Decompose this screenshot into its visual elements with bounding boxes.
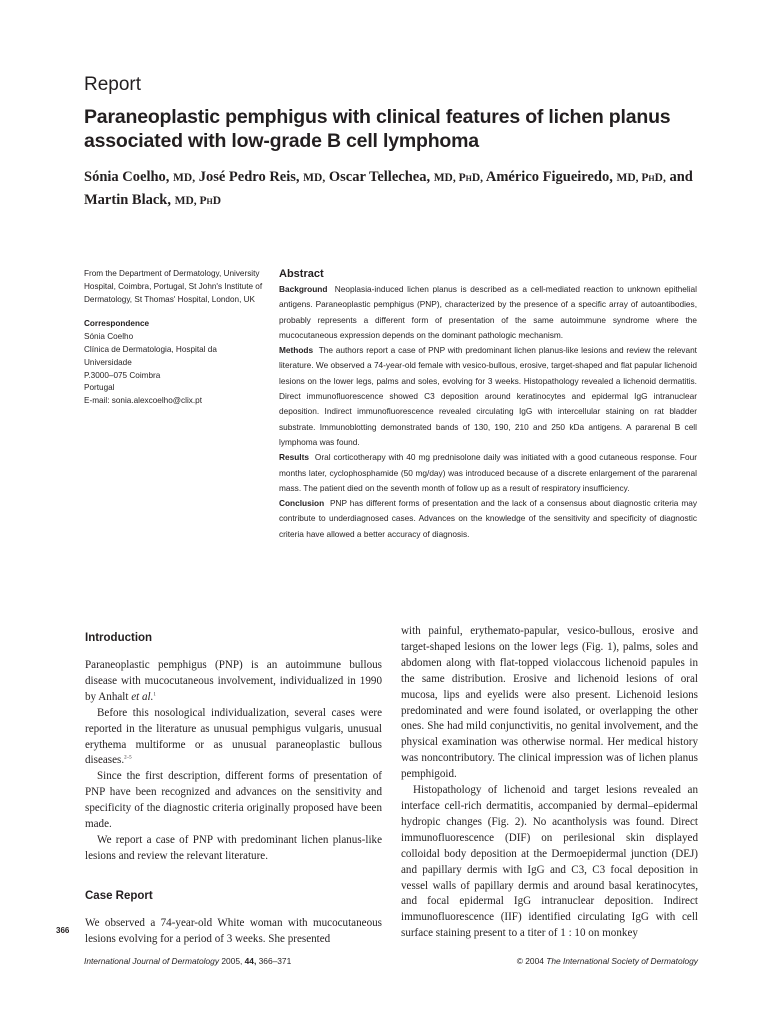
abstract-heading: Abstract [279,268,324,280]
author-degree: MD, PhD, [616,172,666,184]
journal-name: International Journal of Dermatology [84,956,220,966]
journal-year: 2005, [221,956,243,966]
case-report-heading: Case Report [85,889,153,902]
abstract-text: Oral corticotherapy with 40 mg prednisolone daily was initiated with a good cutaneous response. Four months later, cyclophosphamide (50 mg/day) was introduced because of a discrete enlargement of the pararenal mass. The patient died on the seventh month of follow up as a result of respiratory insufficiency. [279,452,697,493]
copyright-holder: The International Society of Dermatology [546,956,698,966]
article-title: Paraneoplastic pemphigus with clinical features of lichen planus associated with low-grade B cell lymphoma [84,106,671,152]
abstract-background [279,282,697,343]
journal-pages: 366–371 [258,956,292,966]
affiliation-text: From the Department of Dermatology, University Hospital, Coimbra, Portugal, St John's Institute of Dermatology, St Thomas' Hospital, London, UK [84,269,263,304]
abstract-label: Background [279,284,328,294]
abstract-label: Conclusion [279,498,325,509]
journal-volume: 44, [244,956,257,966]
introduction-heading: Introduction [85,632,153,644]
correspondence-heading: Correspondence [84,319,150,329]
correspondence-line: Portugal [84,383,115,393]
abstract-methods [279,343,697,450]
paragraph: Since the first description, different forms of presentation of PNP have been recognized and advances on the sensitivity and specificity of the diagnostic criteria originally proposed have been made. [85,770,382,831]
section-label: Report [84,74,142,95]
journal-citation [84,956,291,966]
author-name: and Martin Black, [84,169,693,208]
paragraph-text: Before this nosological individualization, several cases were reported in the literature as unusual pemphigus vulgaris, unusual erythema multiforme or as unusual paraneoplastic bullous diseases. [85,706,382,767]
author-name: José Pedro Reis, [198,169,300,185]
paragraph [85,658,382,706]
abstract-text: The authors report a case of PNP with predominant lichen planus-like lesions and review the relevant literature. We observed a 74-year-old female with vesico-bullous, erosive, target-shaped and flat papular lichenoid lesions on the lower legs, palms and soles, evolving for 3 weeks. Histopathology revealed a lichenoid dermatitis. Direct immunofluorescence showed C3 deposition around keratinocytes and epidermal IgG intranuclear deposition. Indirect immunofluorescence revealed circulating IgG with intercellular staining on rat bladder substrate. Immunoblotting demonstrated bands of 130, 190, 210 and 250 kDa antigens. A pararenal B cell lymphoma was found. [279,345,697,447]
page-number: 366 [56,926,70,935]
copyright [517,956,698,966]
body-column-right [401,624,698,942]
author-degree: MD, [173,172,196,184]
author-degree: MD, [303,172,326,184]
paragraph-text: Paraneoplastic pemphigus (PNP) is an autoimmune bullous disease with mucocutaneous involvement, individualized in 1990 by Anhalt [85,659,382,703]
paragraph: We observed a 74-year-old White woman with mucocutaneous lesions evolving for a period of 3 weeks. She presented [85,916,382,945]
author-degree: MD, PhD [174,195,222,207]
body-column-left [85,627,382,948]
paragraph: with painful, erythemato-papular, vesico-bullous, erosive and target-shaped lesions on the lower legs (Fig. 1), palms, soles and abdomen along with flat-topped violaccous lichenoid papules in the same distribution. Erosive and lichenoid lesions of oral mucosa, lips and eyelids were also present. Lichenoid lesions predominated and were found isolated, or overlapping the other ones. She had mild conjunctivitis, no genital involvement, and the physical examination was otherwise normal. Her medical history was noncontributory. The clinical impression was of lichen planus pemphigoid. [401,625,698,781]
reference-mark: 2–5 [124,755,132,761]
author-degree: MD, PhD, [433,172,484,184]
author-name: Sónia Coelho, [84,169,170,185]
copyright-year: © 2004 [516,956,544,966]
et-al: et al. [131,690,154,703]
abstract-label: Methods [279,345,314,356]
abstract-text: PNP has different forms of presentation and the lack of a consensus about diagnostic criteria may contribute to underdiagnosed cases. Advances on the knowledge of the sensitivity and specificity of diagnostic criteria have allowed a better accuracy of diagnosis. [279,498,697,539]
abstract-results [279,450,697,496]
paragraph: We report a case of PNP with predominant lichen planus-like lesions and review the relevant literature. [85,833,382,862]
author-name: Américo Figueiredo, [485,169,613,185]
abstract-label: Results [279,452,309,463]
reference-mark: 1 [153,692,156,698]
correspondence-line: Sónia Coelho [84,332,134,342]
author-list [84,166,704,212]
correspondence-line: Clínica de Dermatologia, Hospital da Universidade [84,344,217,367]
abstract-text: Neoplasia-induced lichen planus is described as a cell-mediated reaction to unknown epithelial antigens. Paraneoplastic pemphigus (PNP), characterized by the presence of a specific array of autoantibodies, probably represents a different form of presentation of the same autoimmune syndrome where the mucocutaneous expression depends on the dominant pathologic mechanism. [279,284,697,340]
paragraph: Histopathology of lichenoid and target lesions revealed an interface cell-rich dermatitis, accompanied by dermal–epidermal hydropic changes (Fig. 2). No acantholysis was found. Direct immunofluorescence (DIF) on perilesional skin displayed colloidal body deposition at the Dermoepidermal junction (DEJ) and papillary dermis with IgG and C3, C3 focal deposition in vessel walls of papillary dermis and around basal keratinocytes, and focal epidermal IgG intranuclear deposition. Indirect immunofluorescence (IIF) identified circulating IgG with cell surface staining present to a titer of 1 : 10 on monkey [401,784,698,940]
abstract-conclusion [279,496,697,542]
abstract-block [279,267,697,542]
affiliation-block [84,268,264,408]
correspondence-email: E-mail: sonia.alexcoelho@clix.pt [84,396,202,406]
paragraph [85,706,382,770]
author-name: Oscar Tellechea, [328,169,431,185]
correspondence-line: P.3000–075 Coimbra [84,370,161,380]
